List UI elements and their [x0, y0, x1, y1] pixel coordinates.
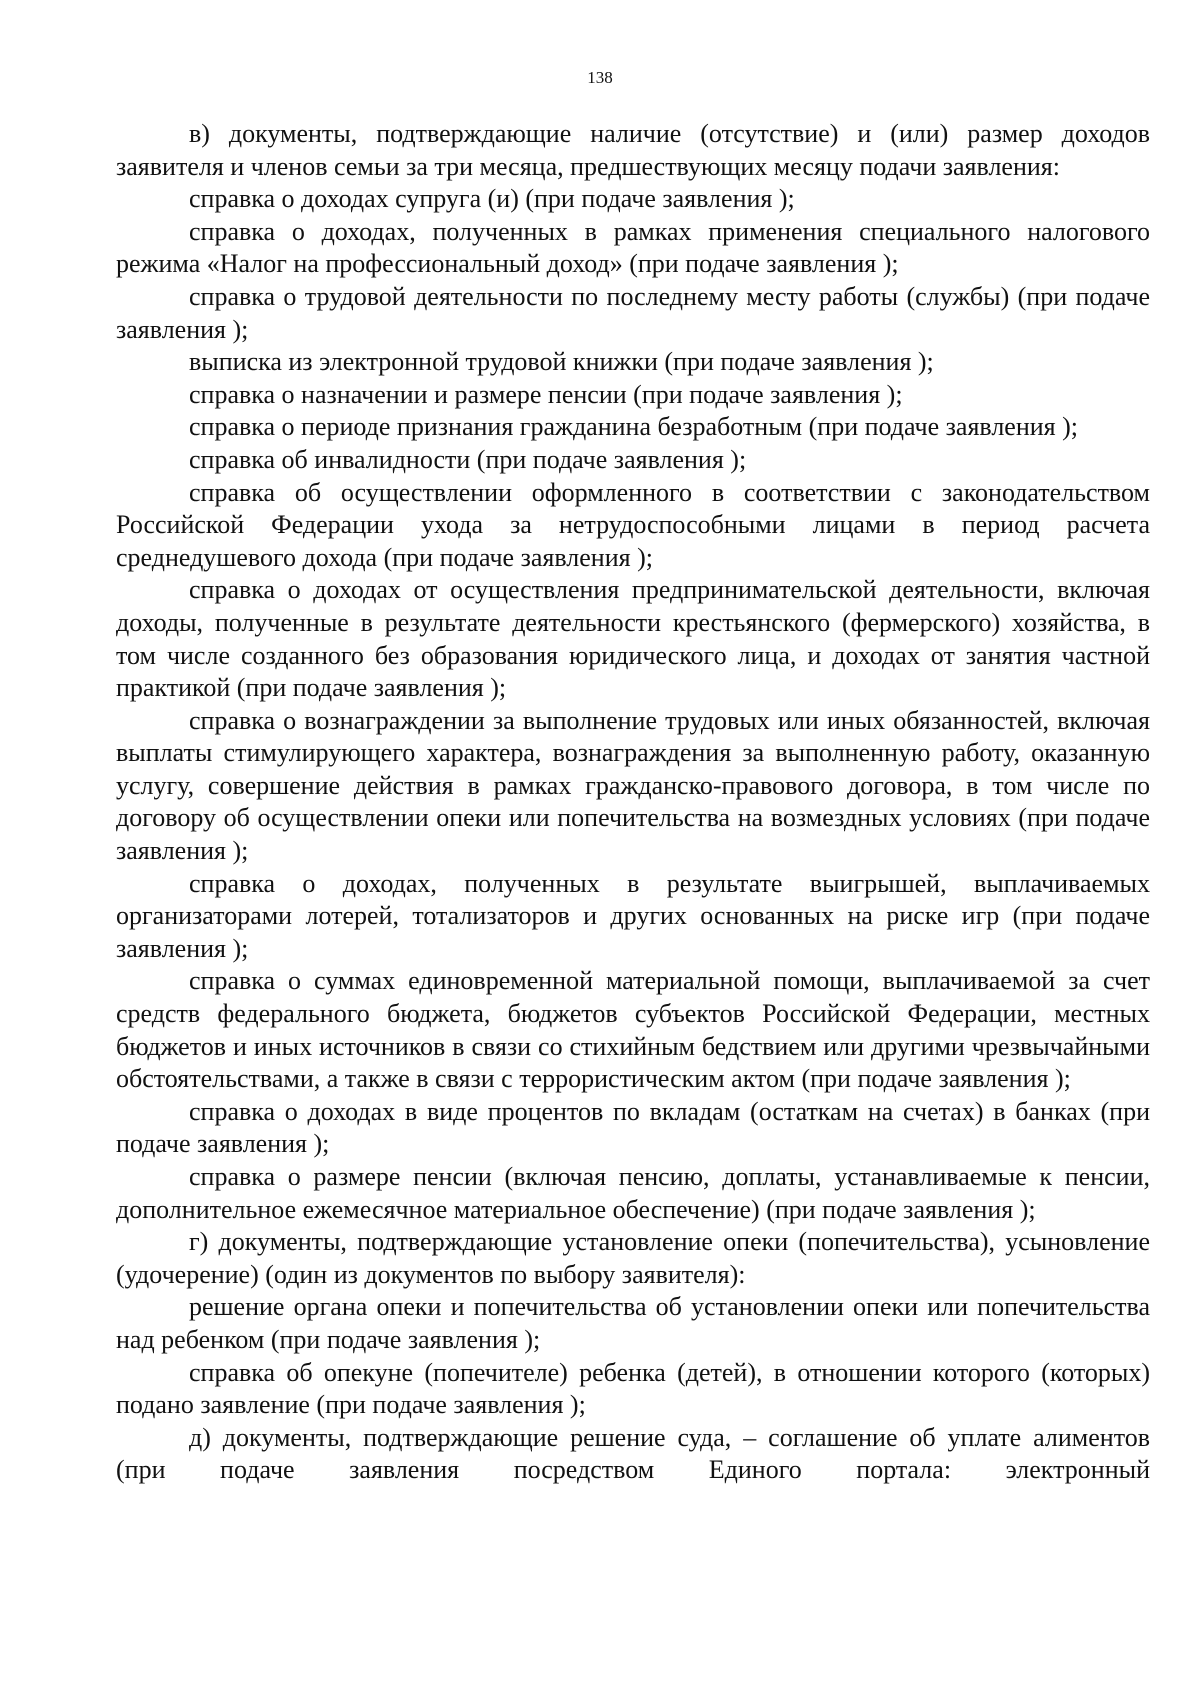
paragraph-deposit-interest: справка о доходах в виде процентов по вкладам (остаткам на счетах) в банках (при подаче заявления );	[116, 1096, 1150, 1159]
paragraph-court-decision-heading: д) документы, подтверждающие решение суда, – соглашение об уплате алиментов (при подаче заявления посредством Единого портала: электронный	[116, 1422, 1150, 1485]
paragraph-unemployment-period: справка о периоде признания гражданина безработным (при подаче заявления );	[189, 412, 1079, 442]
paragraph-winnings-income: справка о доходах, полученных в результате выигрышей, выплачиваемых организаторами лотерей, тотализаторов и других основанных на риске игр (при подаче заявления );	[116, 868, 1150, 963]
paragraph-guardianship-documents-heading: г) документы, подтверждающие установление опеки (попечительства), усыновление (удочерение) (один из документов по выбору заявителя):	[116, 1227, 1150, 1289]
paragraph-electronic-workbook: выписка из электронной трудовой книжки (при подаче заявления );	[189, 347, 934, 377]
paragraph-remuneration: справка о вознаграждении за выполнение трудовых или иных обязанностей, включая выплаты стимулирующего характера, вознаграждения за выполненную работу, оказанную услугу, совершение действия в рамках гражданско-правового договора, в том числе по договору об осуществлении опеки или попечительства на возмездных условиях (при подаче заявления );	[116, 705, 1150, 866]
paragraph-care-for-disabled: справка об осуществлении оформленного в соответствии с законодательством Российской Федерации ухода за нетрудоспособными лицами в период расчета среднедушевого дохода (при подаче заявления );	[116, 477, 1150, 572]
paragraph-income-documents-heading: в) документы, подтверждающие наличие (отсутствие) и (или) размер доходов заявителя и членов семьи за три месяца, предшествующих месяцу подачи заявления:	[116, 119, 1150, 181]
paragraph-professional-income-tax: справка о доходах, полученных в рамках применения специального налогового режима «Налог на профессиональный доход» (при подаче заявления );	[116, 216, 1150, 279]
paragraph-business-income: справка о доходах от осуществления предпринимательской деятельности, включая доходы, полученные в результате деятельности крестьянского (фермерского) хозяйства, в том числе созданного без образования юридического лица, и доходах от занятия частной практикой (при подаче заявления );	[116, 575, 1150, 703]
paragraph-disability: справка об инвалидности (при подаче заявления );	[189, 444, 747, 474]
paragraph-emergency-assistance: справка о суммах единовременной материальной помощи, выплачиваемой за счет средств федерального бюджета, бюджетов субъектов Российской Федерации, местных бюджетов и иных источников в связи со стихийным бедствием или другими чрезвычайными обстоятельствами, а также в связи с террористическим актом (при подаче заявления );	[116, 966, 1150, 1094]
paragraph-guardian-certificate: справка об опекуне (попечителе) ребенка (детей), в отношении которого (которых) подано заявление (при подаче заявления );	[116, 1357, 1150, 1420]
paragraph-guardianship-decision: решение органа опеки и попечительства об установлении опеки или попечительства над ребенком (при подаче заявления );	[116, 1292, 1150, 1354]
page-number: 138	[587, 68, 613, 87]
paragraph-pension-amount: справка о размере пенсии (включая пенсию, доплаты, устанавливаемые к пенсии, дополнительное ежемесячное материальное обеспечение) (при подаче заявления );	[116, 1162, 1150, 1224]
document-body	[116, 118, 1150, 1487]
paragraph-spouse-income: справка о доходах супруга (и) (при подаче заявления );	[189, 184, 795, 214]
paragraph-pension-assignment: справка о назначении и размере пенсии (при подаче заявления );	[189, 379, 903, 409]
paragraph-employment-history: справка о трудовой деятельности по последнему месту работы (службы) (при подаче заявления );	[116, 281, 1150, 344]
